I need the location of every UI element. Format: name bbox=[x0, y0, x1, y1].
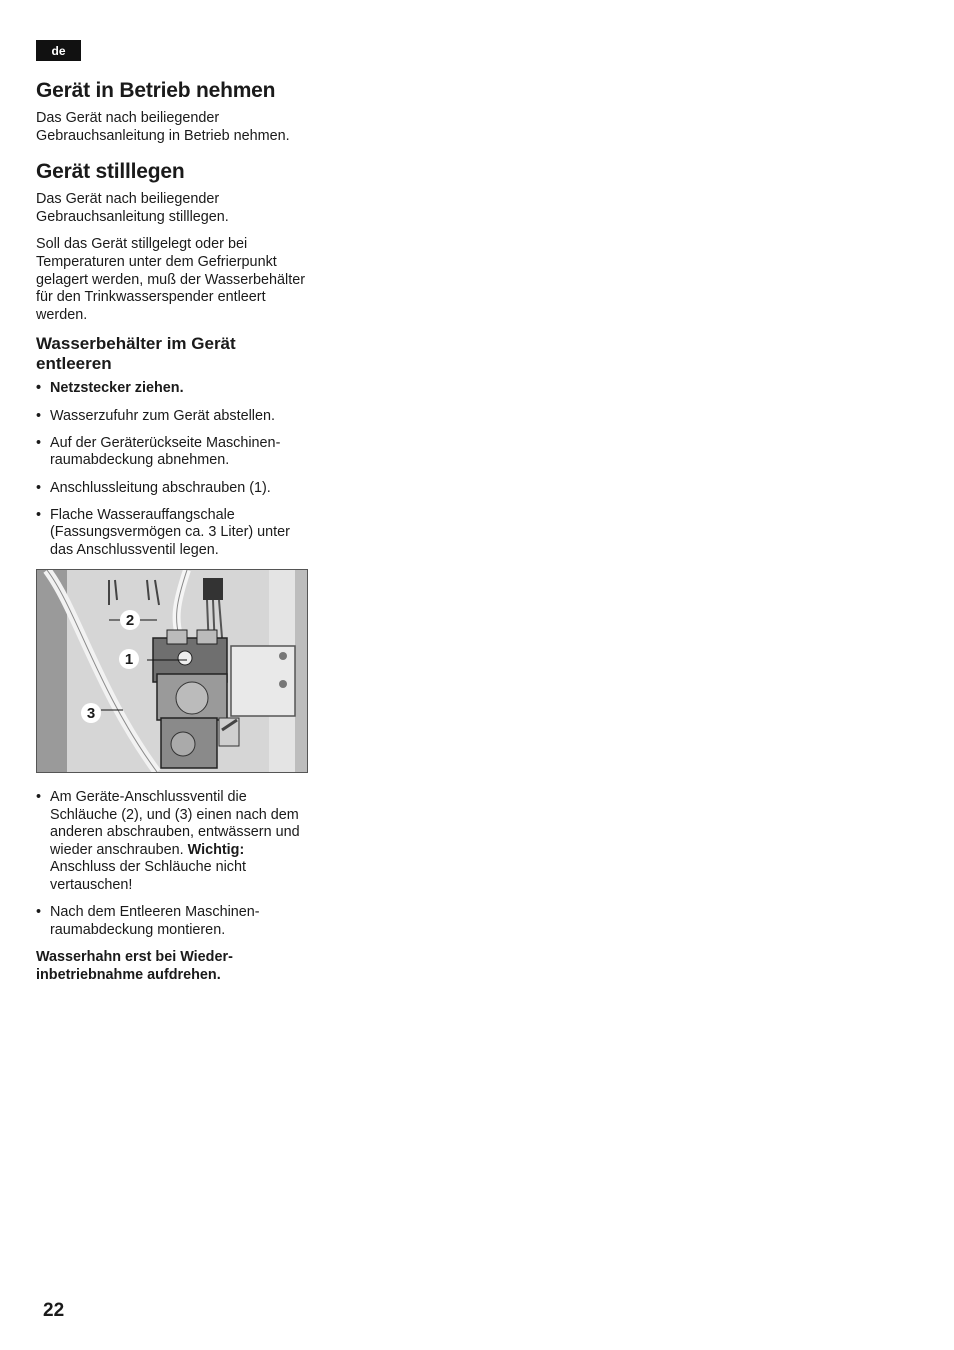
section-title-betrieb: Gerät in Betrieb nehmen bbox=[36, 79, 276, 102]
content-column bbox=[36, 78, 308, 994]
callout-1: 1 bbox=[119, 649, 139, 669]
important-text: Anschluss der Schläuche nicht vertauschen! bbox=[50, 859, 246, 894]
list-item: • Netzstecker ziehen. bbox=[36, 380, 308, 398]
steps-list-2 bbox=[36, 789, 308, 939]
callout-3: 3 bbox=[81, 703, 101, 723]
page-number: 22 bbox=[43, 1300, 65, 1321]
section-text-stilllegen-1: Das Gerät nach beiliegender Gebrauchsanleitung stilllegen. bbox=[36, 191, 229, 225]
step-text: Am Geräte-Anschlussventil die Schläuche (2), und (3) einen nach dem anderen abschrauben, entwässern und wieder anschrauben. bbox=[50, 789, 300, 858]
important-label: Wichtig: bbox=[187, 841, 245, 858]
section-text-stilllegen-2: Soll das Gerät stillgelegt oder bei Temperaturen unter dem Gefrierpunkt gelagert werden, muß der Wasserbehälter für den Trinkwasserspender entleert werden. bbox=[36, 236, 306, 323]
list-item: • Flache Wasserauffangschale (Fassungsvermögen ca. 3 Liter) unter das Anschlussventil legen. bbox=[36, 507, 308, 560]
steps-list bbox=[36, 380, 308, 559]
list-item bbox=[36, 789, 308, 895]
language-tag: de bbox=[36, 40, 81, 61]
final-note: Wasserhahn erst bei Wiederinbetriebnahme aufdrehen. bbox=[36, 949, 233, 983]
list-item: • Nach dem Entleeren Maschinenraumabdeckung montieren. bbox=[36, 904, 308, 939]
list-item: • Wasserzufuhr zum Gerät abstellen. bbox=[36, 408, 308, 426]
list-item: • Anschlussleitung abschrauben (1). bbox=[36, 480, 308, 498]
list-item: • Auf der Geräterückseite Maschinenraumabdeckung abnehmen. bbox=[36, 435, 308, 470]
subsection-title-entleeren: Wasserbehälter im Gerät entleeren bbox=[36, 334, 236, 374]
section-text-betrieb: Das Gerät nach beiliegender Gebrauchsanleitung in Betrieb nehmen. bbox=[36, 110, 290, 144]
valve-photo bbox=[36, 569, 308, 773]
section-title-stilllegen: Gerät stilllegen bbox=[36, 160, 185, 184]
callout-2: 2 bbox=[120, 610, 140, 630]
